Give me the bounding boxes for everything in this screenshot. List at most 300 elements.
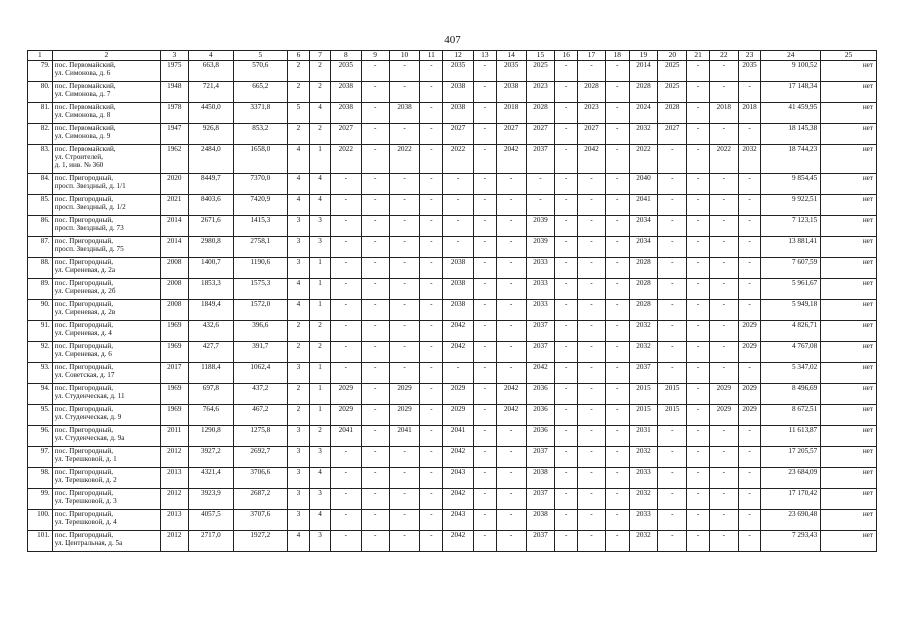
address-line: пос. Пригородный,	[54, 174, 114, 182]
address-line: ул. Сиреневая, д. 2б	[54, 287, 116, 295]
cell-col-18: -	[605, 124, 629, 145]
cell-col-15: 2037	[526, 145, 555, 174]
address-line: ул. Сиреневая, д. 4	[54, 329, 112, 337]
cell-col-8: -	[330, 342, 361, 363]
cell-col-3: 1978	[160, 103, 188, 124]
cell-col-6: 3	[287, 447, 310, 468]
address-line: ул. Студенческая, д. 9	[54, 413, 122, 421]
cell-col-22: -	[709, 510, 738, 531]
cell-col-7: 2	[310, 342, 331, 363]
cell-col-14: 2042	[496, 405, 526, 426]
cell-col-15: 2025	[526, 61, 555, 82]
address-line: пос. Первомайский,	[54, 61, 116, 69]
address-line: ул. Сиреневая, д. 2в	[54, 308, 116, 316]
cell-col-6: 3	[287, 510, 310, 531]
cell-col-3: 1969	[160, 321, 188, 342]
cell-col-23: -	[738, 237, 761, 258]
table-row	[28, 103, 877, 124]
cell-col-13: -	[474, 258, 497, 279]
address-cell	[52, 510, 160, 531]
cell-col-7: 1	[310, 258, 331, 279]
cell-col-5: 467,2	[234, 405, 288, 426]
cell-col-19: 2040	[629, 174, 658, 195]
cell-col-18: -	[605, 195, 629, 216]
cell-col-20: -	[658, 426, 687, 447]
cell-col-18: -	[605, 489, 629, 510]
cell-col-22: 2022	[709, 145, 738, 174]
cell-col-18: -	[605, 363, 629, 384]
cell-col-5: 2692,7	[234, 447, 288, 468]
cell-col-3: 2013	[160, 468, 188, 489]
cell-col-12: 2029	[443, 384, 474, 405]
cell-col-6: 3	[287, 468, 310, 489]
table-row	[28, 237, 877, 258]
cell-col-7: 4	[310, 468, 331, 489]
cell-col-18: -	[605, 300, 629, 321]
cell-col-20: 2015	[658, 384, 687, 405]
cell-col-20: -	[658, 300, 687, 321]
cell-col-24: 5 347,02	[761, 363, 821, 384]
cell-col-18: -	[605, 321, 629, 342]
cell-col-25: нет	[821, 510, 877, 531]
column-header-17: 17	[578, 51, 606, 61]
cell-col-8: -	[330, 468, 361, 489]
table-row	[28, 510, 877, 531]
cell-col-18: -	[605, 405, 629, 426]
cell-col-23: 2029	[738, 405, 761, 426]
cell-col-9: -	[361, 321, 389, 342]
cell-col-12: 2042	[443, 489, 474, 510]
cell-col-7: 2	[310, 82, 331, 103]
cell-col-8: 2038	[330, 82, 361, 103]
cell-col-23: 2032	[738, 145, 761, 174]
cell-col-6: 3	[287, 216, 310, 237]
address-line: ул. Студенческая, д. 9а	[54, 434, 125, 442]
cell-col-18: -	[605, 237, 629, 258]
column-header-18: 18	[605, 51, 629, 61]
cell-col-20: -	[658, 510, 687, 531]
address-cell	[52, 216, 160, 237]
cell-col-23: 2035	[738, 61, 761, 82]
cell-col-8: -	[330, 510, 361, 531]
cell-col-7: 1	[310, 384, 331, 405]
cell-col-21: -	[687, 447, 710, 468]
cell-col-20: -	[658, 279, 687, 300]
cell-col-25: нет	[821, 174, 877, 195]
cell-col-14: -	[496, 237, 526, 258]
cell-col-11: -	[420, 489, 443, 510]
cell-col-11: -	[420, 363, 443, 384]
cell-col-12: 2042	[443, 321, 474, 342]
cell-col-10: 2041	[389, 426, 420, 447]
table-row	[28, 216, 877, 237]
column-header-22: 22	[709, 51, 738, 61]
cell-col-14: -	[496, 321, 526, 342]
cell-col-22: -	[709, 363, 738, 384]
cell-col-16: -	[555, 447, 578, 468]
cell-col-20: -	[658, 363, 687, 384]
cell-col-19: 2032	[629, 531, 658, 552]
cell-col-11: -	[420, 279, 443, 300]
cell-col-25: нет	[821, 489, 877, 510]
cell-col-8: -	[330, 258, 361, 279]
table-row	[28, 124, 877, 145]
cell-col-7: 3	[310, 447, 331, 468]
cell-col-6: 3	[287, 258, 310, 279]
cell-col-16: -	[555, 103, 578, 124]
cell-col-8: 2029	[330, 384, 361, 405]
cell-col-9: -	[361, 510, 389, 531]
cell-col-25: нет	[821, 61, 877, 82]
cell-col-13: -	[474, 489, 497, 510]
cell-col-9: -	[361, 531, 389, 552]
row-number: 93.	[28, 363, 53, 384]
cell-col-24: 17 205,57	[761, 447, 821, 468]
cell-col-18: -	[605, 384, 629, 405]
address-cell	[52, 174, 160, 195]
cell-col-15: 2023	[526, 82, 555, 103]
cell-col-6: 2	[287, 384, 310, 405]
cell-col-24: 7 293,43	[761, 531, 821, 552]
column-header-6: 6	[287, 51, 310, 61]
cell-col-10: -	[389, 216, 420, 237]
cell-col-7: 3	[310, 489, 331, 510]
cell-col-11: -	[420, 447, 443, 468]
cell-col-5: 570,6	[234, 61, 288, 82]
cell-col-14: 2035	[496, 61, 526, 82]
row-number: 99.	[28, 489, 53, 510]
cell-col-6: 4	[287, 300, 310, 321]
address-cell	[52, 258, 160, 279]
address-line: пос. Пригородный,	[54, 237, 114, 245]
table-row	[28, 531, 877, 552]
cell-col-10: 2029	[389, 405, 420, 426]
cell-col-16: -	[555, 468, 578, 489]
cell-col-13: -	[474, 216, 497, 237]
cell-col-15: 2039	[526, 237, 555, 258]
cell-col-16: -	[555, 363, 578, 384]
cell-col-6: 4	[287, 531, 310, 552]
cell-col-13: -	[474, 384, 497, 405]
cell-col-5: 391,7	[234, 342, 288, 363]
cell-col-24: 23 684,09	[761, 468, 821, 489]
cell-col-10: -	[389, 300, 420, 321]
cell-col-21: -	[687, 103, 710, 124]
address-line: пос. Пригородный,	[54, 279, 114, 287]
cell-col-8: -	[330, 363, 361, 384]
table-row	[28, 258, 877, 279]
address-line: ул. Терешковой, д. 2	[54, 476, 117, 484]
cell-col-17: -	[578, 510, 606, 531]
cell-col-11: -	[420, 174, 443, 195]
cell-col-24: 17 170,42	[761, 489, 821, 510]
address-line: пос. Первомайский,	[54, 145, 116, 153]
cell-col-25: нет	[821, 82, 877, 103]
cell-col-23: 2029	[738, 384, 761, 405]
address-line: пос. Пригородный,	[54, 258, 114, 266]
address-line: ул. Терешковой, д. 3	[54, 497, 117, 505]
cell-col-9: -	[361, 426, 389, 447]
address-line: пос. Пригородный,	[54, 510, 114, 518]
cell-col-23: -	[738, 258, 761, 279]
cell-col-6: 2	[287, 321, 310, 342]
cell-col-21: -	[687, 258, 710, 279]
cell-col-21: -	[687, 174, 710, 195]
cell-col-23: -	[738, 426, 761, 447]
address-line: пос. Пригородный,	[54, 426, 114, 434]
cell-col-15: 2027	[526, 124, 555, 145]
row-number: 87.	[28, 237, 53, 258]
cell-col-8: -	[330, 321, 361, 342]
cell-col-25: нет	[821, 237, 877, 258]
cell-col-3: 2020	[160, 174, 188, 195]
row-number: 95.	[28, 405, 53, 426]
table-row	[28, 468, 877, 489]
cell-col-6: 5	[287, 103, 310, 124]
cell-col-17: -	[578, 531, 606, 552]
cell-col-16: -	[555, 279, 578, 300]
cell-col-16: -	[555, 384, 578, 405]
cell-col-3: 2013	[160, 510, 188, 531]
cell-col-22: 2018	[709, 103, 738, 124]
cell-col-23: -	[738, 489, 761, 510]
cell-col-19: 2032	[629, 342, 658, 363]
cell-col-4: 2717,0	[188, 531, 233, 552]
cell-col-15: 2036	[526, 405, 555, 426]
cell-col-25: нет	[821, 103, 877, 124]
address-line: ул. Симонова, д. 7	[54, 90, 111, 98]
cell-col-24: 5 961,67	[761, 279, 821, 300]
cell-col-16: -	[555, 82, 578, 103]
table-row	[28, 384, 877, 405]
table-row	[28, 321, 877, 342]
cell-col-12: 2027	[443, 124, 474, 145]
cell-col-3: 1969	[160, 384, 188, 405]
page-number: 407	[444, 34, 461, 46]
cell-col-14: -	[496, 300, 526, 321]
column-header-9: 9	[361, 51, 389, 61]
cell-col-15: 2033	[526, 300, 555, 321]
cell-col-5: 2758,1	[234, 237, 288, 258]
cell-col-7: 1	[310, 405, 331, 426]
cell-col-23: -	[738, 468, 761, 489]
address-line: пос. Первомайский,	[54, 103, 116, 111]
cell-col-8: -	[330, 195, 361, 216]
cell-col-13: -	[474, 82, 497, 103]
row-number: 90.	[28, 300, 53, 321]
cell-col-25: нет	[821, 363, 877, 384]
cell-col-9: -	[361, 258, 389, 279]
table-row	[28, 405, 877, 426]
cell-col-13: -	[474, 363, 497, 384]
address-line: просп. Звездный, д. 73	[54, 224, 124, 232]
cell-col-7: 4	[310, 103, 331, 124]
cell-col-5: 2687,2	[234, 489, 288, 510]
cell-col-22: -	[709, 342, 738, 363]
address-line: пос. Пригородный,	[54, 489, 114, 497]
cell-col-17: -	[578, 237, 606, 258]
row-number: 89.	[28, 279, 53, 300]
cell-col-11: -	[420, 300, 443, 321]
cell-col-4: 663,8	[188, 61, 233, 82]
cell-col-18: -	[605, 510, 629, 531]
cell-col-18: -	[605, 342, 629, 363]
cell-col-17: 2042	[578, 145, 606, 174]
cell-col-12: 2038	[443, 103, 474, 124]
cell-col-23: -	[738, 195, 761, 216]
cell-col-7: 2	[310, 426, 331, 447]
table-row	[28, 489, 877, 510]
cell-col-20: -	[658, 174, 687, 195]
cell-col-22: -	[709, 489, 738, 510]
cell-col-12: 2042	[443, 342, 474, 363]
address-line: ул. Сиреневая, д. 2а	[54, 266, 116, 274]
cell-col-16: -	[555, 124, 578, 145]
cell-col-12: -	[443, 195, 474, 216]
address-line: ул. Симонова, д. 8	[54, 111, 111, 119]
cell-col-15: 2037	[526, 342, 555, 363]
cell-col-25: нет	[821, 145, 877, 174]
cell-col-14: -	[496, 174, 526, 195]
cell-col-5: 853,2	[234, 124, 288, 145]
cell-col-25: нет	[821, 384, 877, 405]
cell-col-14: -	[496, 531, 526, 552]
cell-col-4: 2980,8	[188, 237, 233, 258]
cell-col-13: -	[474, 300, 497, 321]
cell-col-6: 4	[287, 145, 310, 174]
cell-col-3: 1962	[160, 145, 188, 174]
row-number: 83.	[28, 145, 53, 174]
cell-col-18: -	[605, 174, 629, 195]
cell-col-12: 2043	[443, 468, 474, 489]
table-row	[28, 342, 877, 363]
cell-col-23: -	[738, 510, 761, 531]
cell-col-24: 9 854,45	[761, 174, 821, 195]
cell-col-15: 2033	[526, 279, 555, 300]
cell-col-6: 4	[287, 195, 310, 216]
cell-col-4: 697,8	[188, 384, 233, 405]
address-line: просп. Звездный, д. 1/2	[54, 203, 126, 211]
cell-col-5: 1415,3	[234, 216, 288, 237]
row-number: 96.	[28, 426, 53, 447]
cell-col-6: 3	[287, 489, 310, 510]
cell-col-5: 1658,0	[234, 145, 288, 174]
cell-col-14: 2038	[496, 82, 526, 103]
cell-col-4: 4450,0	[188, 103, 233, 124]
column-header-15: 15	[526, 51, 555, 61]
cell-col-12: -	[443, 237, 474, 258]
cell-col-3: 2012	[160, 531, 188, 552]
cell-col-3: 2012	[160, 447, 188, 468]
cell-col-16: -	[555, 405, 578, 426]
cell-col-16: -	[555, 237, 578, 258]
column-header-1: 1	[28, 51, 53, 61]
cell-col-25: нет	[821, 279, 877, 300]
address-cell	[52, 145, 160, 174]
cell-col-23: -	[738, 300, 761, 321]
cell-col-12: 2035	[443, 61, 474, 82]
cell-col-19: 2024	[629, 103, 658, 124]
row-number: 94.	[28, 384, 53, 405]
cell-col-7: 4	[310, 174, 331, 195]
cell-col-21: -	[687, 216, 710, 237]
cell-col-11: -	[420, 145, 443, 174]
column-header-20: 20	[658, 51, 687, 61]
cell-col-21: -	[687, 405, 710, 426]
cell-col-9: -	[361, 103, 389, 124]
cell-col-13: -	[474, 61, 497, 82]
column-header-5: 5	[234, 51, 288, 61]
cell-col-15: 2042	[526, 363, 555, 384]
cell-col-22: 2029	[709, 405, 738, 426]
cell-col-3: 2011	[160, 426, 188, 447]
column-header-12: 12	[443, 51, 474, 61]
cell-col-7: 3	[310, 216, 331, 237]
column-header-23: 23	[738, 51, 761, 61]
cell-col-17: 2027	[578, 124, 606, 145]
cell-col-14: -	[496, 195, 526, 216]
cell-col-8: 2029	[330, 405, 361, 426]
table-row	[28, 447, 877, 468]
cell-col-21: -	[687, 510, 710, 531]
address-line: ул. Терешковой, д. 4	[54, 518, 117, 526]
cell-col-6: 3	[287, 426, 310, 447]
cell-col-4: 721,4	[188, 82, 233, 103]
cell-col-24: 9 922,51	[761, 195, 821, 216]
cell-col-4: 1849,4	[188, 300, 233, 321]
cell-col-10: -	[389, 468, 420, 489]
cell-col-7: 1	[310, 279, 331, 300]
cell-col-20: -	[658, 447, 687, 468]
cell-col-5: 437,2	[234, 384, 288, 405]
cell-col-16: -	[555, 300, 578, 321]
cell-col-25: нет	[821, 447, 877, 468]
cell-col-20: -	[658, 258, 687, 279]
cell-col-4: 427,7	[188, 342, 233, 363]
cell-col-22: -	[709, 216, 738, 237]
cell-col-9: -	[361, 237, 389, 258]
cell-col-15: 2038	[526, 468, 555, 489]
address-cell	[52, 61, 160, 82]
cell-col-4: 1290,8	[188, 426, 233, 447]
cell-col-9: -	[361, 82, 389, 103]
cell-col-23: -	[738, 216, 761, 237]
cell-col-5: 1575,3	[234, 279, 288, 300]
cell-col-21: -	[687, 145, 710, 174]
cell-col-6: 2	[287, 124, 310, 145]
cell-col-23: -	[738, 82, 761, 103]
cell-col-5: 1275,8	[234, 426, 288, 447]
cell-col-18: -	[605, 145, 629, 174]
cell-col-24: 11 613,87	[761, 426, 821, 447]
cell-col-8: 2027	[330, 124, 361, 145]
cell-col-14: 2042	[496, 145, 526, 174]
cell-col-24: 4 826,71	[761, 321, 821, 342]
column-header-10: 10	[389, 51, 420, 61]
cell-col-24: 18 145,38	[761, 124, 821, 145]
cell-col-5: 3371,8	[234, 103, 288, 124]
cell-col-5: 1062,4	[234, 363, 288, 384]
cell-col-19: 2032	[629, 489, 658, 510]
address-line: ул. Центральная, д. 5а	[54, 539, 123, 547]
cell-col-10: -	[389, 174, 420, 195]
cell-col-22: -	[709, 300, 738, 321]
cell-col-15: -	[526, 195, 555, 216]
cell-col-23: -	[738, 363, 761, 384]
cell-col-24: 17 148,34	[761, 82, 821, 103]
cell-col-22: -	[709, 531, 738, 552]
cell-col-21: -	[687, 82, 710, 103]
